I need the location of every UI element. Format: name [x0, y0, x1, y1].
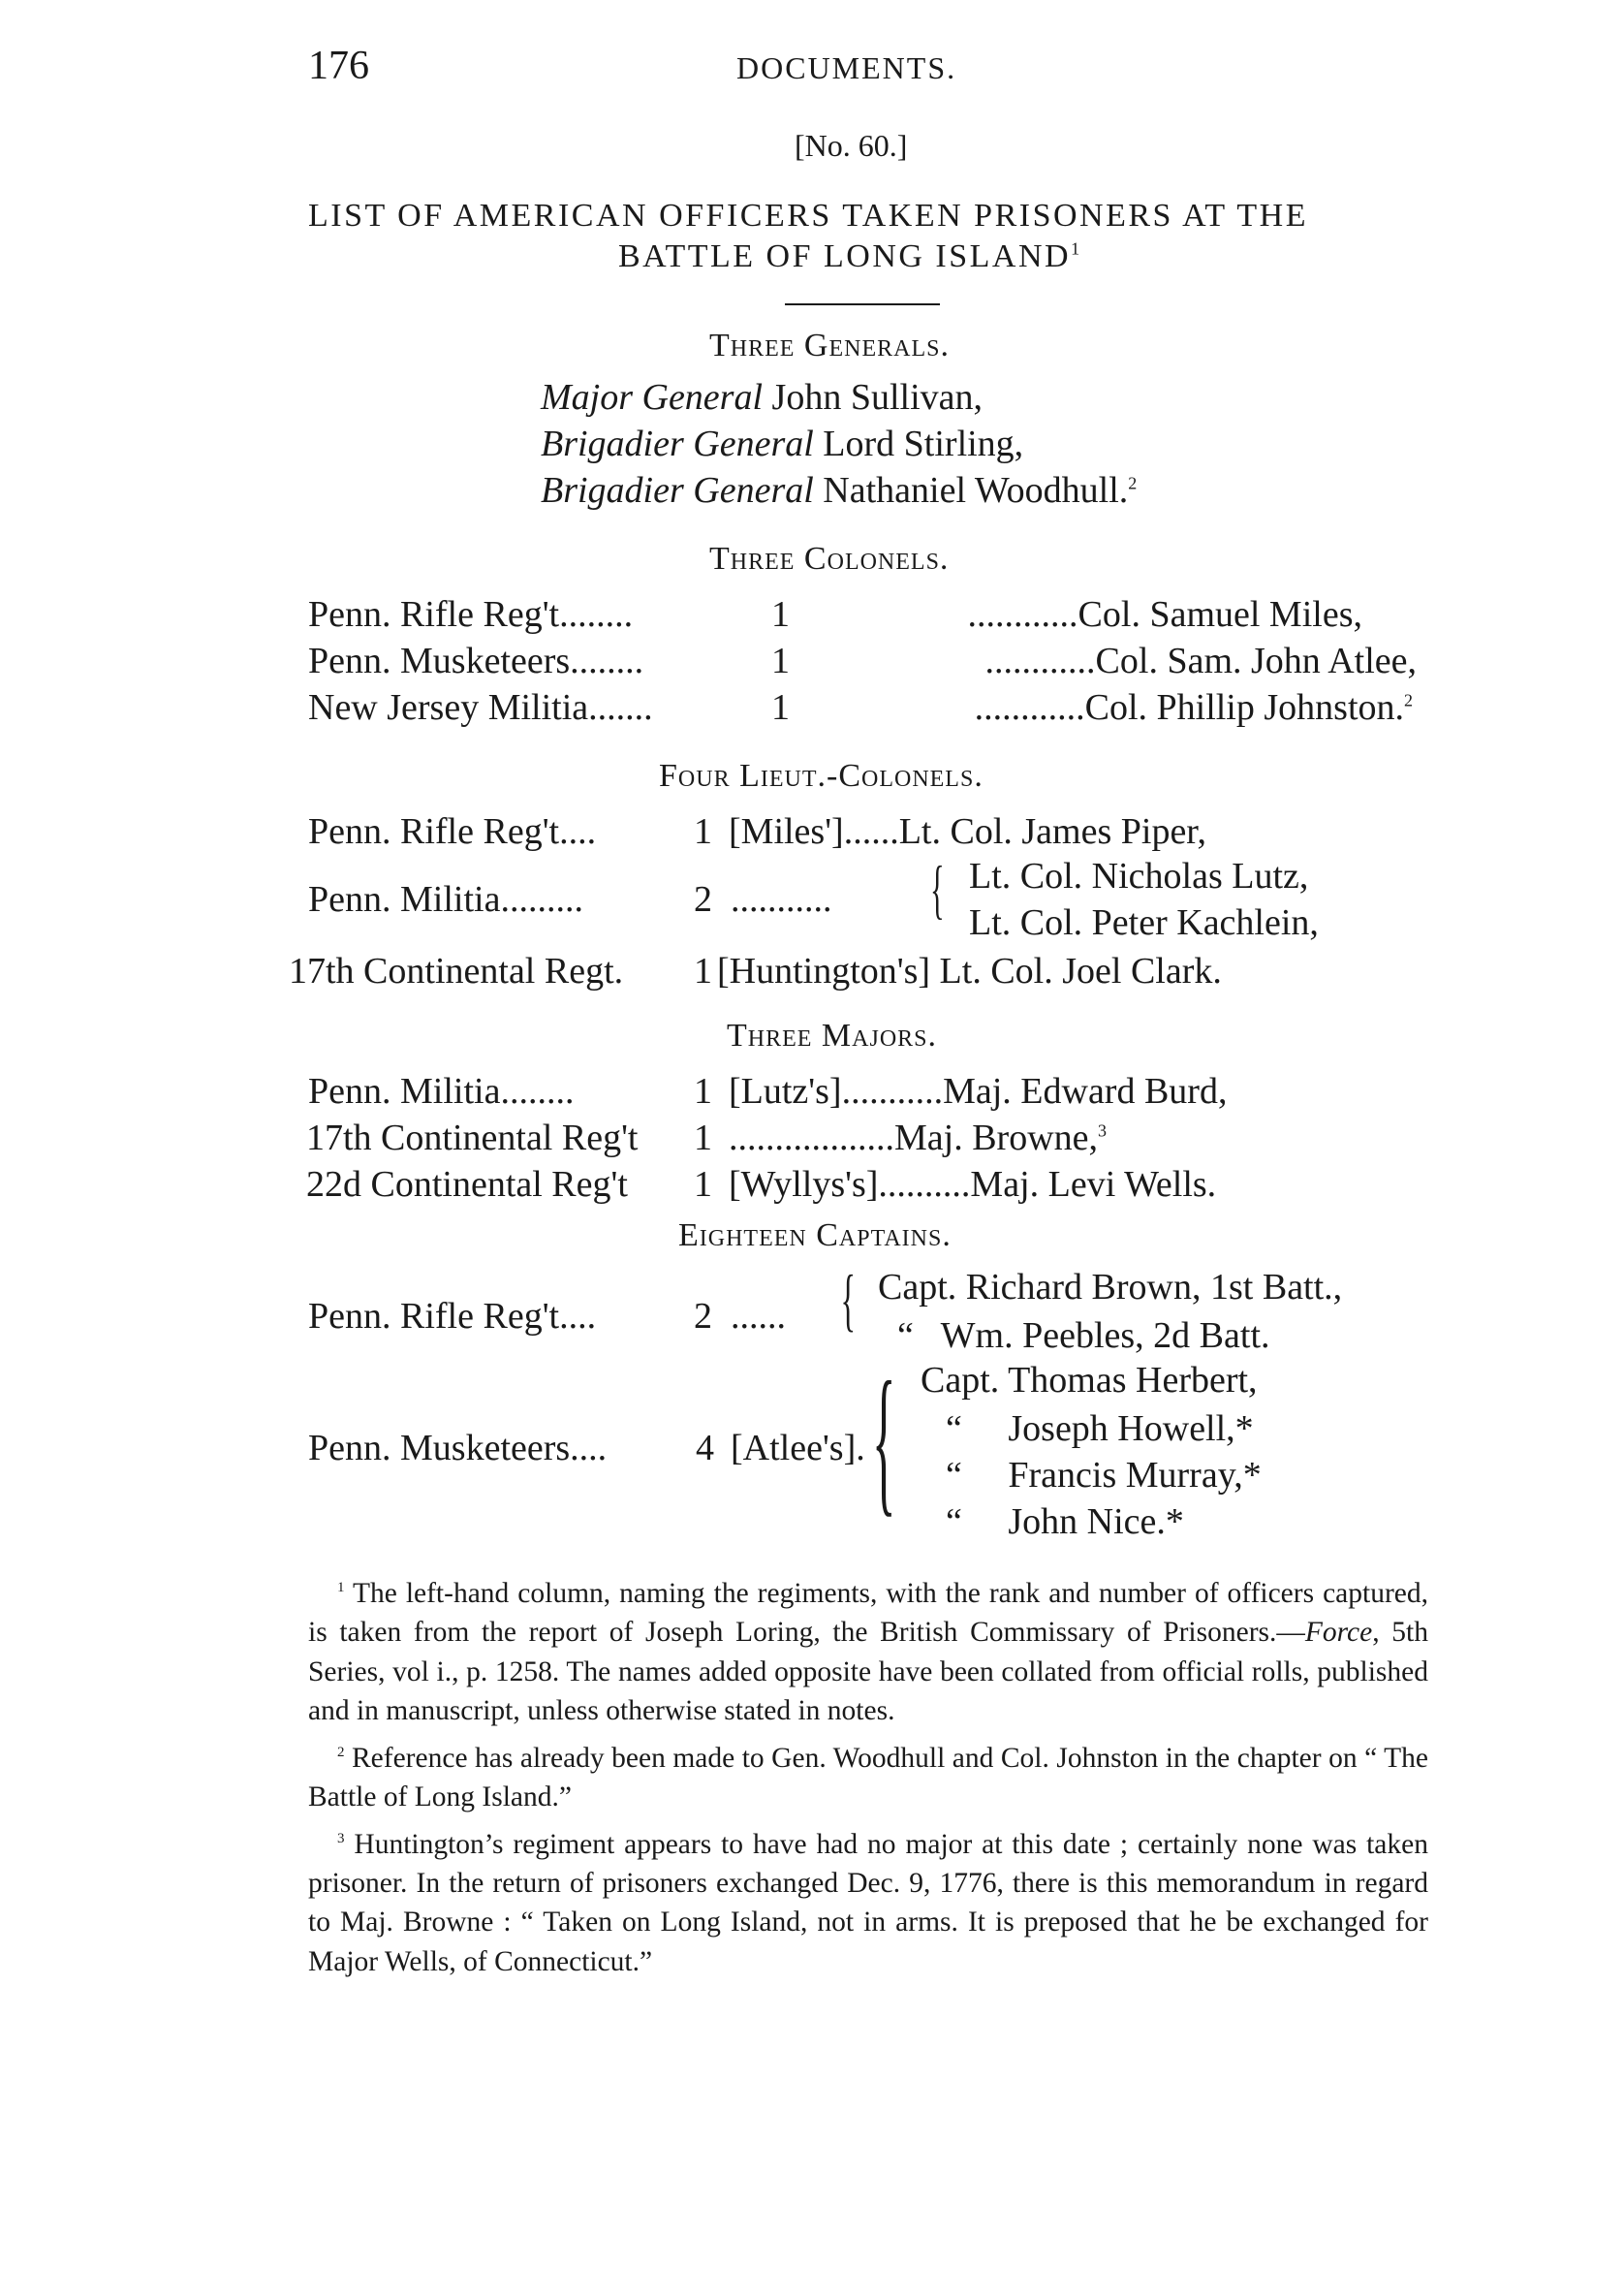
officer-count: 1 — [771, 594, 790, 635]
colonels-heading: Three Colonels. — [709, 541, 950, 577]
footnote-text: Reference has already been made to Gen. Woodhull and Col. Johnston in the chapter on “ The Battle of Long Island.” — [308, 1742, 1428, 1813]
officer-name: Lt. Col. Nicholas Lutz, — [969, 856, 1309, 897]
officer-count: 4 — [696, 1428, 714, 1468]
colonel-row — [308, 686, 1422, 731]
officer-name: ............Col. Samuel Miles, — [967, 594, 1362, 635]
regiment: Penn. Rifle Reg't.... — [308, 811, 597, 852]
lt-colonels-heading: Four Lieut.-Colonels. — [659, 758, 984, 794]
officer-name: “ Wm. Peebles, 2d Batt. — [897, 1315, 1270, 1356]
officer-name: [Huntington's] Lt. Col. Joel Clark. — [717, 951, 1222, 992]
officer-name: Capt. Thomas Herbert, — [921, 1360, 1258, 1401]
brace: { — [840, 1261, 857, 1339]
general-name: John Sullivan, — [771, 377, 983, 418]
regiment: Penn. Rifle Reg't.... — [308, 1296, 597, 1337]
footnote — [308, 1819, 1428, 1982]
officer-count: 2 — [694, 1296, 712, 1337]
footnote-ref: 2 — [1128, 473, 1138, 493]
footnote — [308, 1733, 1428, 1817]
title-footnote-ref: 1 — [1071, 238, 1082, 259]
footnote-ref: 3 — [1098, 1120, 1108, 1141]
officer-name: Capt. Richard Brown, 1st Batt., — [878, 1267, 1343, 1308]
regiment: Penn. Musketeers........ — [308, 641, 644, 681]
captains-heading: Eighteen Captains. — [678, 1217, 952, 1253]
officer-count: 1 — [694, 811, 712, 852]
generals-heading: Three Generals. — [709, 328, 950, 363]
document-number: [No. 60.] — [795, 128, 908, 163]
regiment: Penn. Rifle Reg't........ — [308, 594, 634, 635]
title-rule — [785, 303, 940, 305]
officer-name — [729, 1117, 1107, 1159]
regiment: 17th Continental Reg't — [306, 1118, 639, 1158]
officer-name-text: ..................Maj. Browne, — [729, 1118, 1099, 1158]
general-rank: Major General — [541, 377, 764, 418]
leader-dots: ........... — [731, 879, 832, 920]
officer-name: [Wyllys's]..........Maj. Levi Wells. — [729, 1164, 1217, 1205]
footnote-source: Force — [1304, 1617, 1373, 1649]
footnote-mark: 3 — [337, 1830, 345, 1846]
major-row — [308, 1070, 1422, 1115]
general-name: Nathaniel Woodhull. — [823, 470, 1129, 511]
lt-colonel-row — [289, 950, 1403, 994]
brace: { — [929, 852, 945, 926]
page-number: 176 — [308, 44, 369, 88]
unit-name: [Atlee's]. — [731, 1428, 865, 1468]
regiment: New Jersey Militia....... — [308, 687, 653, 728]
colonel-row — [308, 593, 1422, 638]
lt-colonel-row — [308, 810, 1422, 855]
footnotes — [308, 1568, 1428, 1981]
footnote-ref: 2 — [1404, 690, 1413, 710]
brace: { — [872, 1348, 896, 1530]
regiment: 17th Continental Regt. — [289, 951, 624, 992]
officer-count: 1 — [694, 951, 712, 992]
title-line-2-text: BATTLE OF LONG ISLAND — [618, 238, 1072, 274]
footnote-text: Huntington’s regiment appears to have had no major at this date ; certainly none was taken prisoner. In the return of prisoners exchanged Dec. 9, 1776, there is this memorandum in regard to Maj. Browne : “ Taken on Long Island, not in arms. It is preposed that he be exchanged for Major Wells, of Connecticut.” — [308, 1828, 1428, 1977]
officer-name: “ Joseph Howell,* — [946, 1408, 1254, 1449]
title-line-2 — [618, 238, 1082, 275]
footnote-mark: 2 — [337, 1744, 345, 1760]
officer-name: [Miles']......Lt. Col. James Piper, — [729, 811, 1206, 852]
officer-name: Lt. Col. Peter Kachlein, — [969, 902, 1319, 943]
footnote — [308, 1568, 1428, 1731]
title-line-1: LIST OF AMERICAN OFFICERS TAKEN PRISONERS AT THE — [308, 198, 1308, 234]
officer-name-text: ............Col. Phillip Johnston. — [974, 687, 1404, 728]
major-row — [306, 1163, 1421, 1208]
general-row — [541, 469, 1137, 512]
regiment: Penn. Musketeers.... — [308, 1428, 608, 1468]
regiment: Penn. Militia........ — [308, 1071, 575, 1112]
general-name: Lord Stirling, — [823, 424, 1024, 464]
officer-count: 1 — [771, 687, 790, 728]
general-rank: Brigadier General — [541, 470, 814, 511]
officer-count: 1 — [694, 1118, 712, 1158]
general-rank: Brigadier General — [541, 424, 814, 464]
officer-count: 2 — [694, 879, 712, 920]
running-title: DOCUMENTS. — [736, 50, 957, 85]
officer-count: 1 — [694, 1071, 712, 1112]
officer-count: 1 — [694, 1164, 712, 1205]
general-row — [541, 423, 1023, 465]
regiment: Penn. Militia......... — [308, 879, 583, 920]
officer-name: ............Col. Sam. John Atlee, — [984, 641, 1417, 681]
footnote-text: The left-hand column, naming the regiments, with the rank and number of officers captured, is taken from the report of Joseph Loring, the British Commissary of Prisoners.— — [308, 1577, 1428, 1649]
footnote-text: , 5th Series, vol i., p. 1258. The names added opposite have been collated from official rolls, published and in manuscript, unless otherwise stated in notes. — [308, 1617, 1428, 1727]
officer-name: [Lutz's]...........Maj. Edward Burd, — [729, 1071, 1228, 1112]
officer-count: 1 — [771, 641, 790, 681]
officer-name — [975, 686, 1413, 729]
majors-heading: Three Majors. — [727, 1018, 938, 1054]
colonel-row — [308, 640, 1422, 684]
major-row — [306, 1117, 1421, 1161]
regiment: 22d Continental Reg't — [306, 1164, 628, 1205]
leader-dots: ...... — [731, 1296, 786, 1337]
footnote-mark: 1 — [337, 1580, 345, 1595]
officer-name: “ John Nice.* — [946, 1501, 1184, 1542]
general-row — [541, 376, 983, 419]
officer-name: “ Francis Murray,* — [946, 1455, 1262, 1496]
